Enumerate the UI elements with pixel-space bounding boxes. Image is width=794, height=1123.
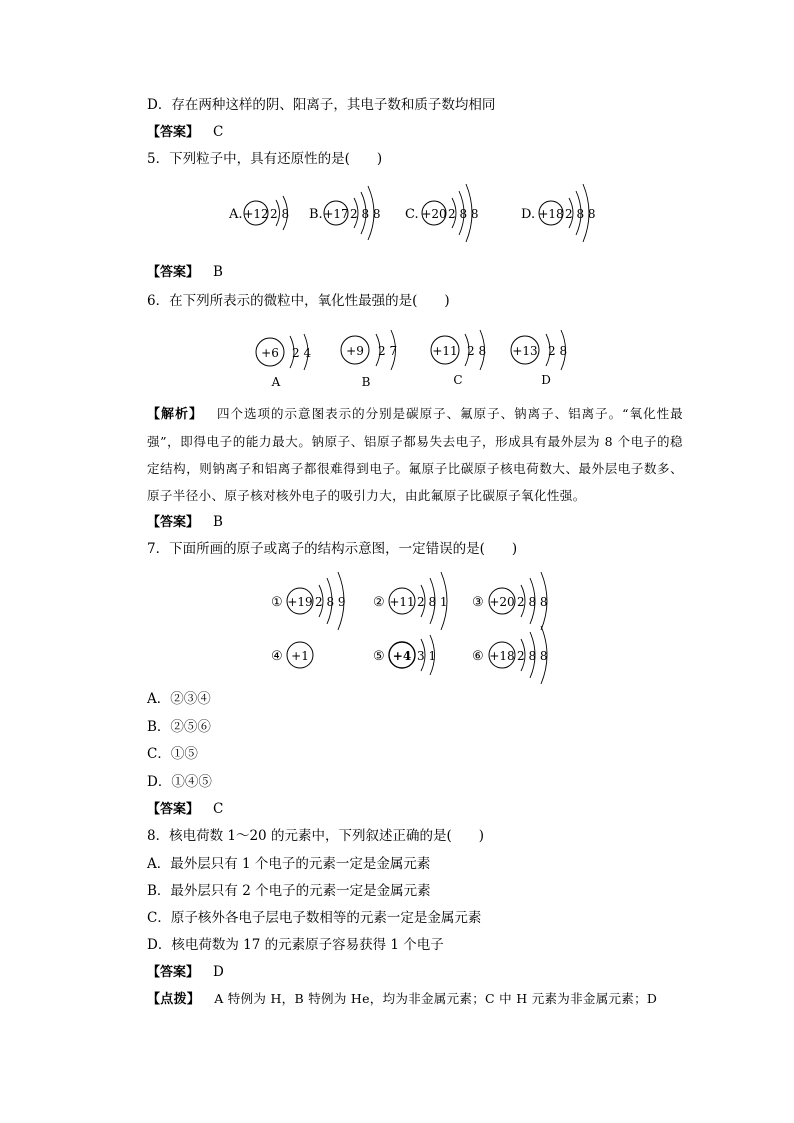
q7-6-label: ⑥ bbox=[472, 649, 484, 664]
answer-value: B bbox=[213, 264, 223, 280]
q5-a-label: A. bbox=[229, 207, 243, 222]
answer-tag: 【答案】 bbox=[147, 802, 200, 817]
q4-answer bbox=[147, 123, 223, 142]
q6-d-shells: 2 8 bbox=[548, 344, 568, 358]
q6-a-shells: 2 4 bbox=[292, 346, 312, 360]
q8-answer bbox=[147, 963, 224, 982]
q5-stem: 5．下列粒子中，具有还原性的是( ) bbox=[147, 151, 383, 167]
q6-b-nucleus: +9 bbox=[346, 344, 364, 358]
q7-diagram-3 bbox=[472, 572, 548, 630]
tip-tag: 【点拨】 bbox=[147, 992, 201, 1007]
q5-diagram-b bbox=[309, 186, 381, 240]
q5-a-nucleus: +12 bbox=[243, 207, 269, 221]
q6-diagrams bbox=[0, 322, 794, 392]
q6-diagram-a bbox=[256, 334, 311, 389]
answer-value: C bbox=[213, 124, 224, 140]
q5-c-label: C. bbox=[405, 207, 419, 222]
q7-4-nucleus: +1 bbox=[291, 649, 309, 663]
q5-diagram-d bbox=[521, 184, 596, 242]
q6-c-nucleus: +11 bbox=[432, 344, 458, 358]
q6-diagram-c bbox=[431, 330, 486, 387]
answer-tag: 【答案】 bbox=[147, 125, 200, 140]
q6-c-shells: 2 8 bbox=[467, 344, 487, 358]
q6-c-label: C bbox=[453, 373, 463, 387]
q7-3-nucleus: +20 bbox=[489, 595, 515, 609]
q5-d-label: D. bbox=[521, 207, 536, 222]
q5-d-nucleus: +18 bbox=[538, 207, 564, 221]
q5-b-label: B. bbox=[309, 207, 323, 222]
q5-a-shells: 2 8 bbox=[270, 207, 290, 221]
q7-3-shells: 2 8 8 bbox=[517, 595, 548, 609]
q7-diagram-2 bbox=[373, 572, 448, 630]
q7-1-shells: 2 8 9 bbox=[315, 595, 346, 609]
q7-6-nucleus: +18 bbox=[489, 649, 515, 663]
q6-analysis bbox=[147, 400, 683, 509]
q7-6-shells: 2 8 8 bbox=[517, 649, 548, 663]
q7-1-nucleus: +19 bbox=[287, 595, 313, 609]
analysis-tag: 【解析】 bbox=[147, 407, 204, 422]
answer-value: B bbox=[213, 514, 223, 530]
q6-d-nucleus: +13 bbox=[512, 344, 538, 358]
q8-option-d: D．核电荷数为 17 的元素原子容易获得 1 个电子 bbox=[147, 937, 444, 953]
q7-diagrams bbox=[0, 568, 794, 688]
q7-diagram-5 bbox=[373, 635, 436, 675]
q6-analysis-text: 四个选项的示意图表示的分别是碳原子、氟原子、钠离子、铝离子。“氧化性最强”，即得电子的能力最大。钠原子、铝原子都易失去电子，形成具有最外层为 8 个电子的稳定结构，则钠离子和铝离子都很难得到电子。氟原子比碳原子核电荷数大、最外层电子数多、原子半径小、原子核对核外电子的吸引力大，由此氟原子比碳原子氧化性强。 bbox=[147, 406, 683, 503]
q7-3-label: ③ bbox=[472, 595, 484, 610]
q8-tip bbox=[147, 990, 657, 1009]
q7-option-a: A．②③④ bbox=[147, 691, 211, 707]
q8-tip-text: A 特例为 H，B 特例为 He，均为非金属元素；C 中 H 元素为非金属元素；D bbox=[214, 991, 658, 1006]
q7-option-d: D．①④⑤ bbox=[147, 774, 212, 790]
answer-tag: 【答案】 bbox=[147, 265, 200, 280]
q7-5-shells: 3 1 bbox=[417, 649, 437, 663]
q5-c-nucleus: +20 bbox=[421, 207, 447, 221]
q5-diagram-c bbox=[405, 184, 479, 242]
q7-option-c: C．①⑤ bbox=[147, 746, 198, 762]
q7-diagram-1 bbox=[271, 572, 346, 630]
q8-option-b: B．最外层只有 2 个电子的元素一定是金属元素 bbox=[147, 883, 431, 899]
q6-b-shells: 2 7 bbox=[378, 344, 398, 358]
q7-diagram-6 bbox=[472, 626, 548, 684]
q8-option-c: C．原子核外各电子层电子数相等的元素一定是金属元素 bbox=[147, 910, 482, 926]
q7-1-label: ① bbox=[271, 595, 283, 610]
q7-5-label: ⑤ bbox=[373, 649, 385, 664]
answer-tag: 【答案】 bbox=[147, 515, 200, 530]
q5-b-nucleus: +17 bbox=[323, 207, 349, 221]
q5-d-shells: 2 8 8 bbox=[565, 207, 596, 221]
q7-2-shells: 2 8 1 bbox=[417, 595, 448, 609]
q6-stem: 6．在下列所表示的微粒中，氧化性最强的是( ) bbox=[147, 293, 450, 309]
q7-answer bbox=[147, 800, 223, 819]
q7-stem: 7．下面所画的原子或离子的结构示意图，一定错误的是( ) bbox=[147, 541, 518, 557]
q7-5-nucleus: +4 bbox=[392, 649, 412, 663]
q6-diagram-b bbox=[341, 330, 397, 389]
q6-a-nucleus: +6 bbox=[261, 346, 279, 360]
q6-answer bbox=[147, 513, 223, 532]
q7-2-nucleus: +11 bbox=[389, 595, 415, 609]
answer-value: D bbox=[213, 964, 224, 980]
q7-2-label: ② bbox=[373, 595, 385, 610]
q4-option-d: D．存在两种这样的阴、阳离子，其电子数和质子数均相同 bbox=[147, 97, 496, 113]
q7-4-label: ④ bbox=[271, 649, 283, 664]
q7-diagram-4 bbox=[271, 642, 313, 668]
q6-b-label: B bbox=[361, 375, 371, 389]
answer-tag: 【答案】 bbox=[147, 965, 200, 980]
q5-answer bbox=[147, 263, 223, 282]
q8-stem: 8．核电荷数 1～20 的元素中，下列叙述正确的是( ) bbox=[147, 828, 484, 844]
q5-diagrams bbox=[0, 178, 794, 248]
q5-c-shells: 2 8 8 bbox=[448, 207, 479, 221]
q6-diagram-d bbox=[511, 330, 567, 387]
q5-diagram-a bbox=[228, 196, 289, 230]
answer-value: C bbox=[213, 801, 224, 817]
q8-option-a: A．最外层只有 1 个电子的元素一定是金属元素 bbox=[147, 856, 431, 872]
q6-a-label: A bbox=[271, 375, 281, 389]
q7-option-b: B．②⑤⑥ bbox=[147, 719, 211, 735]
q5-b-shells: 2 8 8 bbox=[350, 207, 381, 221]
q6-d-label: D bbox=[541, 373, 551, 387]
